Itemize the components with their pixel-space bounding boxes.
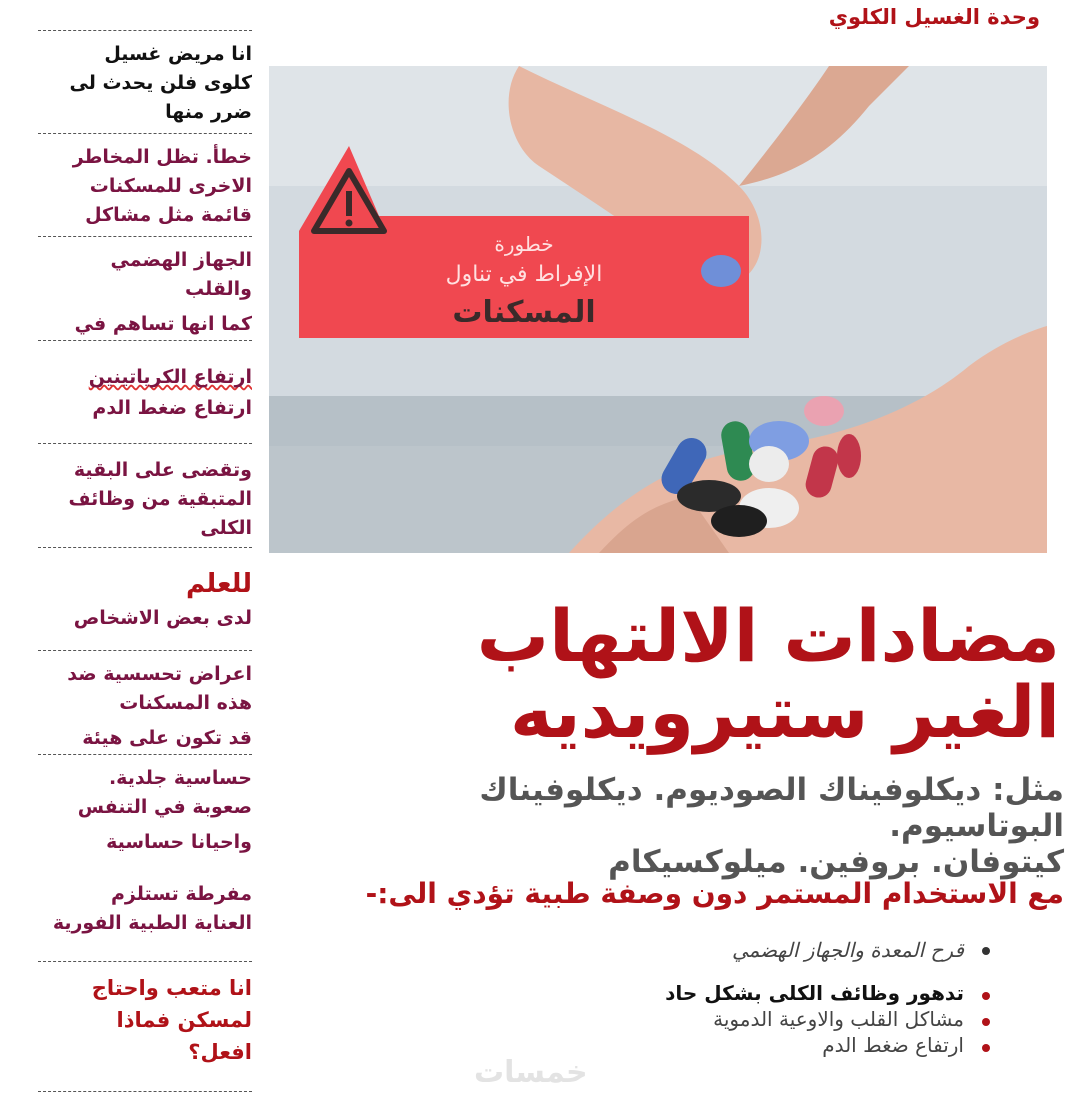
watermark: خمسات bbox=[474, 1055, 588, 1090]
main-title-line-1: مضادات الالتهاب bbox=[476, 594, 1060, 678]
sidebar-section-5 bbox=[38, 443, 252, 548]
sidebar-section-6 bbox=[38, 547, 252, 651]
usage-intro: مع الاستخدام المستمر دون وصفة طبية تؤدي الى:- bbox=[365, 877, 1064, 910]
sidebar-line: حساسية جلدية. bbox=[108, 767, 252, 789]
drug-examples bbox=[294, 772, 1064, 880]
sidebar-line: صعوبة في التنفس bbox=[77, 796, 252, 818]
warning-icon bbox=[346, 191, 352, 216]
sidebar-line: الاخرى للمسكنات bbox=[89, 175, 252, 197]
examples-line-1: مثل: ديكلوفيناك الصوديوم. ديكلوفيناك البوتاسيوم. bbox=[479, 772, 1064, 844]
main-title-line-2: الغير ستيرويديه bbox=[509, 670, 1060, 754]
sidebar-line: المتبقية من وظائف bbox=[68, 488, 252, 510]
sidebar-line: اعراض تحسسية ضد bbox=[67, 663, 252, 685]
warning-text-1: خطورة bbox=[494, 232, 554, 256]
sidebar-section-1 bbox=[38, 30, 252, 134]
sidebar-line: ارتفاع الكرياتينين bbox=[88, 366, 252, 388]
sidebar-line: هذه المسكنات bbox=[119, 692, 252, 714]
sidebar-section-3 bbox=[38, 236, 252, 341]
list-item: ارتفاع ضغط الدم bbox=[530, 1032, 990, 1058]
hero-illustration bbox=[269, 66, 1047, 553]
sidebar-line: واحيانا حساسية bbox=[106, 831, 252, 853]
sidebar-line: افعل؟ bbox=[188, 1040, 252, 1064]
sidebar-line: انا مريض غسيل bbox=[104, 43, 252, 65]
held-pill bbox=[701, 255, 741, 287]
unit-title: وحدة الغسيل الكلوي bbox=[828, 5, 1040, 29]
sidebar-line: مفرطة تستلزم bbox=[110, 883, 252, 905]
sidebar-section-10 bbox=[38, 961, 252, 1092]
sidebar-section-2 bbox=[38, 133, 252, 237]
side-effects-list bbox=[530, 932, 990, 1058]
sidebar-section-9 bbox=[38, 858, 252, 961]
hero-image bbox=[269, 66, 1047, 553]
sidebar-line: خطأ. تظل المخاطر bbox=[72, 146, 252, 168]
sidebar-section-8 bbox=[38, 754, 252, 859]
sidebar-line: الجهاز الهضمي bbox=[110, 249, 252, 271]
sidebar-line: قائمة مثل مشاكل bbox=[85, 204, 252, 226]
list-item: مشاكل القلب والاوعية الدموية bbox=[530, 1006, 990, 1032]
list-item: قرح المعدة والجهاز الهضمي bbox=[530, 932, 990, 968]
sidebar-line: قد تكون على هيئة bbox=[82, 727, 252, 749]
sidebar-line: كلوى فلن يحدث لى bbox=[69, 72, 252, 94]
warning-text-2: الإفراط في تناول bbox=[445, 262, 603, 287]
sidebar-line: انا متعب واحتاج bbox=[91, 976, 252, 1000]
sidebar-line: والقلب bbox=[184, 278, 252, 300]
sidebar-line: كما انها تساهم في bbox=[74, 313, 252, 335]
warning-text-3: المسكنات bbox=[452, 295, 596, 330]
examples-line-2: كيتوفان. بروفين. ميلوكسيكام bbox=[608, 844, 1064, 880]
sidebar-line: العناية الطبية الفورية bbox=[52, 912, 252, 934]
sidebar-section-divider bbox=[38, 1091, 252, 1112]
main-title bbox=[300, 594, 1060, 754]
sidebar bbox=[38, 30, 252, 1111]
sidebar-section-4 bbox=[38, 340, 252, 444]
sidebar-line: ضرر منها bbox=[165, 101, 252, 123]
sidebar-line: وتقضى على البقية bbox=[73, 459, 252, 481]
sidebar-heading: للعلم bbox=[185, 569, 252, 599]
sidebar-line: لمسكن فماذا bbox=[116, 1008, 252, 1032]
sidebar-line: لدى بعض الاشخاص bbox=[73, 607, 252, 629]
list-item: تدهور وظائف الكلى بشكل حاد bbox=[530, 980, 990, 1006]
sidebar-line: الكلى bbox=[200, 517, 252, 539]
sidebar-line: ارتفاع ضغط الدم bbox=[92, 397, 252, 419]
sidebar-section-7 bbox=[38, 650, 252, 755]
